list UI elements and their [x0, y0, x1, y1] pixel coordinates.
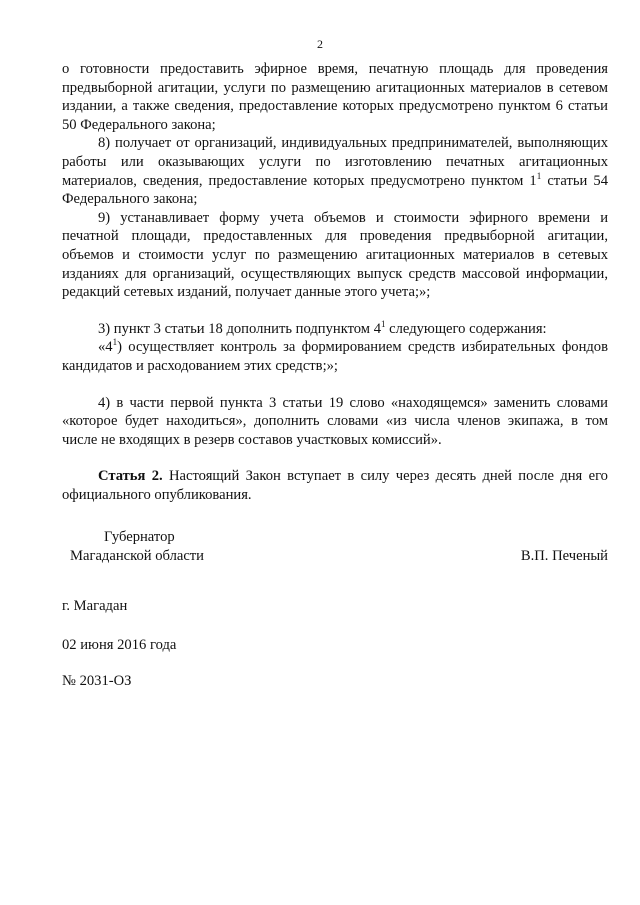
law-number: № 2031-ОЗ — [62, 673, 132, 689]
page-number: 2 — [317, 37, 323, 51]
superscript: 1 — [381, 318, 386, 329]
superscript: 1 — [536, 170, 542, 181]
quote-open: «4 — [98, 339, 113, 356]
paragraph-item-8 — [62, 134, 608, 208]
amendment-3-text: 3) пункт 3 статьи 18 дополнить подпунктом 4 — [98, 320, 381, 337]
quote-text: ) осуществляет контроль за формированием средств избирательных фондов кандидатов и расходованием этих средств;»; — [62, 339, 608, 374]
spacer — [62, 376, 608, 394]
item-8-text: 8) получает от организаций, индивидуальных предпринимателей, выполняющих работы или оказывающих услуги по изготовлению печатных агитационных материалов, сведения, предоставление которых предусмотрено пунктом 1 — [62, 135, 608, 189]
paragraph-article-2 — [62, 467, 608, 504]
spacer — [62, 302, 608, 320]
paragraph-amendment-3 — [62, 320, 608, 339]
spacer — [62, 449, 608, 467]
place-of-signing: г. Магадан — [62, 598, 128, 614]
signing-date: 02 июня 2016 года — [62, 637, 177, 653]
paragraph-item-9: 9) устанавливает форму учета объемов и стоимости эфирного времени и печатной площади, предоставленных для проведения предвыборной агитации, объемов и стоимости услуг по размещению агитационных материалов в сетевых изданиях для организаций, осуществляющих выпуск средств массовой информации, редакций сетевых изданий, получает данные этого учета;»; — [62, 209, 608, 301]
amendment-3-tail: следующего содержания: — [385, 320, 547, 337]
superscript: 1 — [112, 337, 118, 348]
signatory-region: Магаданской области — [70, 548, 204, 564]
article-label: Статья 2. — [98, 468, 163, 485]
item-8-tail: статьи 54 Федерального закона; — [62, 172, 608, 208]
signature-block — [62, 528, 608, 566]
article-text: Настоящий Закон вступает в силу через десять дней после дня его официального опубликования. — [62, 468, 608, 503]
paragraph-continuation: о готовности предоставить эфирное время, печатную площадь для проведения предвыборной агитации, услуги по размещению агитационных материалов в сетевом издании, а также сведения, предоставление которых предусмотрено пунктом 6 статьи 50 Федерального закона; — [62, 61, 608, 133]
paragraph-amendment-3-quote — [62, 338, 608, 375]
signatory-title: Губернатор — [104, 529, 175, 545]
signatory-name: В.П. Печеный — [520, 548, 608, 564]
paragraph-amendment-4: 4) в части первой пункта 3 статьи 19 слово «находящемся» заменить словами «которое будет находиться», дополнить словами «из числа членов экипажа, в том числе не входящих в резерв составов участковых комиссий». — [62, 394, 608, 448]
document-body — [62, 60, 608, 504]
